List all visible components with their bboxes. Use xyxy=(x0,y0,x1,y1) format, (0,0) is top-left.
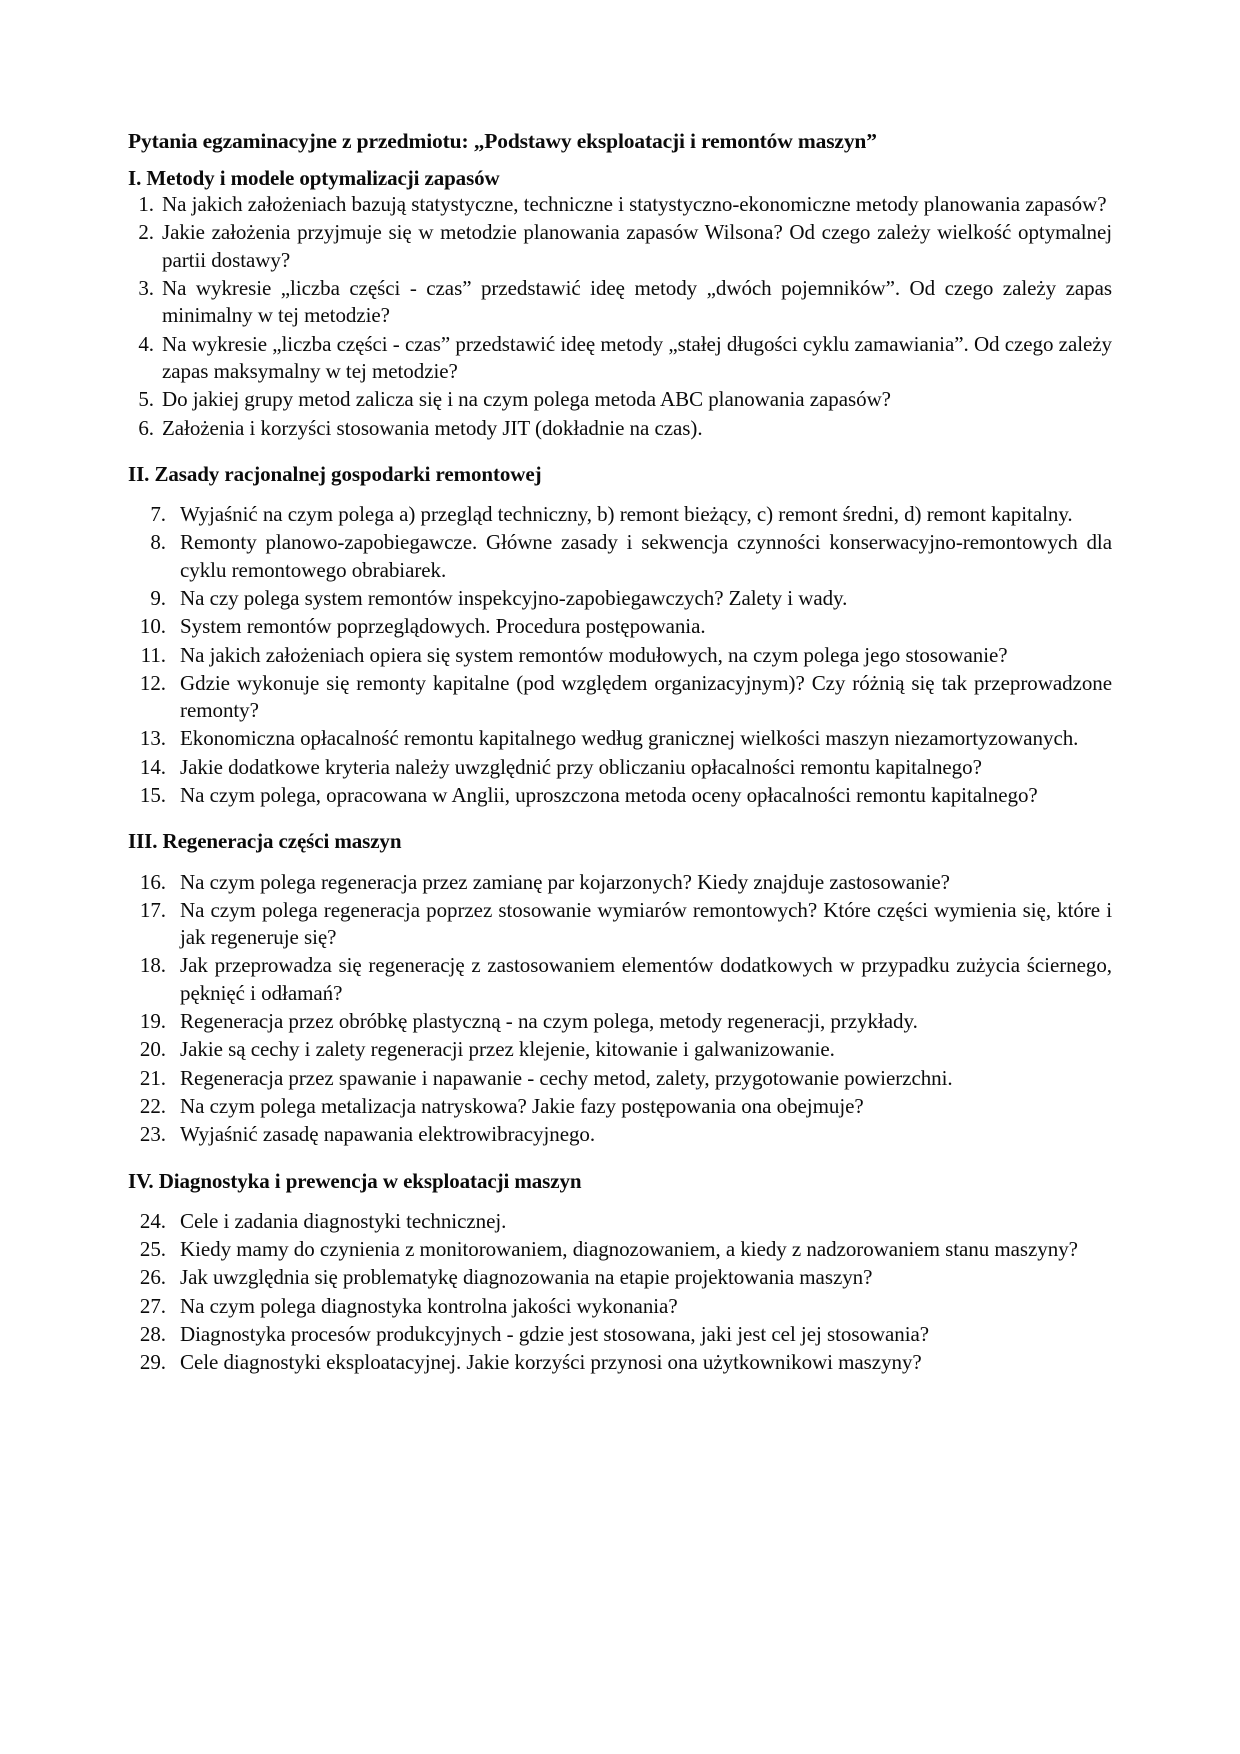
question-text: Na czym polega diagnostyka kontrolna jakości wykonania? xyxy=(180,1293,678,1318)
question-number: 11. xyxy=(140,642,166,667)
question-text: Ekonomiczna opłacalność remontu kapitalnego według granicznej wielkości maszyn niezamortyzowanych. xyxy=(180,726,1079,751)
question-item xyxy=(128,782,1112,809)
question-text: Wyjaśnić na czym polega a) przegląd techniczny, b) remont bieżący, c) remont średni, d) remont kapitalny. xyxy=(180,502,1073,527)
question-text: Kiedy mamy do czynienia z monitorowaniem, diagnozowaniem, a kiedy z nadzorowaniem stanu maszyny? xyxy=(180,1237,1078,1262)
question-number: 22. xyxy=(139,1093,166,1118)
question-number: 7. xyxy=(150,502,166,527)
question-number: 27. xyxy=(139,1293,166,1318)
question-list-section-ii xyxy=(128,501,1112,809)
question-text: Na czym polega metalizacja natryskowa? Jakie fazy postępowania ona obejmuje? xyxy=(180,1093,864,1118)
question-text: Cele i zadania diagnostyki technicznej. xyxy=(180,1208,507,1233)
question-item xyxy=(128,897,1112,952)
question-item xyxy=(128,1264,1112,1291)
document-title: Pytania egzaminacyjne z przedmiotu: „Podstawy eksploatacji i remontów maszyn” xyxy=(128,129,877,153)
question-item xyxy=(128,585,1112,612)
question-text: Jakie założenia przyjmuje się w metodzie planowania zapasów Wilsona? Od czego zależy wielkość optymalnej partii dostawy? xyxy=(162,220,1112,272)
question-number: 18. xyxy=(139,953,166,978)
question-number: 10. xyxy=(139,614,166,639)
question-item xyxy=(128,275,1112,330)
question-text: Na czy polega system remontów inspekcyjno-zapobiegawczych? Zalety i wady. xyxy=(180,585,848,610)
question-text: Wyjaśnić zasadę napawania elektrowibracyjnego. xyxy=(180,1122,596,1147)
question-text: Diagnostyka procesów produkcyjnych - gdzie jest stosowana, jaki jest cel jej stosowania? xyxy=(180,1321,930,1346)
question-item xyxy=(128,219,1112,274)
question-item xyxy=(128,613,1112,640)
question-list-section-iv xyxy=(128,1208,1112,1377)
question-number: 15. xyxy=(139,783,166,808)
question-item xyxy=(128,501,1112,528)
question-item xyxy=(128,415,1112,442)
question-number: 3. xyxy=(138,276,154,301)
question-number: 8. xyxy=(150,530,166,555)
question-text: Na czym polega, opracowana w Anglii, uproszczona metoda oceny opłacalności remontu kapitalnego? xyxy=(180,783,1038,808)
question-item xyxy=(128,725,1112,752)
question-text: Jakie dodatkowe kryteria należy uwzględnić przy obliczaniu opłacalności remontu kapitalnego? xyxy=(180,754,982,779)
section-heading-iii: III. Regeneracja części maszyn xyxy=(128,829,402,854)
question-number: 9. xyxy=(150,585,166,610)
question-text: Regeneracja przez spawanie i napawanie - cechy metod, zalety, przygotowanie powierzchni. xyxy=(180,1065,953,1090)
question-number: 5. xyxy=(138,387,154,412)
question-number: 28. xyxy=(139,1321,166,1346)
question-item xyxy=(128,1321,1112,1348)
question-number: 16. xyxy=(139,869,166,894)
section-heading-i: I. Metody i modele optymalizacji zapasów xyxy=(128,165,500,190)
question-item xyxy=(128,1008,1112,1035)
question-text: Gdzie wykonuje się remonty kapitalne (pod względem organizacyjnym)? Czy różnią się tak przeprowadzone remonty? xyxy=(180,670,1112,723)
question-list-section-i xyxy=(128,191,1112,442)
question-item xyxy=(128,1236,1112,1263)
question-text: Założenia i korzyści stosowania metody JIT (dokładnie na czas). xyxy=(162,415,703,440)
section-heading-iv: IV. Diagnostyka i prewencja w eksploatacji maszyn xyxy=(128,1168,582,1193)
question-text: System remontów poprzeglądowych. Procedura postępowania. xyxy=(180,614,706,639)
question-text: Na czym polega regeneracja przez zamianę par kojarzonych? Kiedy znajduje zastosowanie? xyxy=(180,869,950,894)
question-item xyxy=(128,191,1112,218)
question-item xyxy=(128,331,1112,386)
question-item xyxy=(128,1349,1112,1376)
question-item xyxy=(128,952,1112,1007)
question-item xyxy=(128,642,1112,669)
question-item xyxy=(128,1293,1112,1320)
question-number: 13. xyxy=(139,726,166,751)
question-number: 24. xyxy=(139,1208,166,1233)
question-item xyxy=(128,869,1112,896)
question-number: 17. xyxy=(139,897,166,922)
question-text: Na wykresie „liczba części - czas” przedstawić ideę metody „dwóch pojemników”. Od czego zależy zapas minimalny w tej metodzie? xyxy=(162,276,1112,328)
question-number: 29. xyxy=(139,1350,166,1375)
question-text: Na jakich założeniach bazują statystyczne, techniczne i statystyczno-ekonomiczne metody planowania zapasów? xyxy=(162,192,1107,217)
question-item xyxy=(128,529,1112,584)
question-number: 19. xyxy=(139,1009,166,1034)
question-number: 14. xyxy=(139,754,166,779)
question-item xyxy=(128,1093,1112,1120)
question-text: Na jakich założeniach opiera się system remontów modułowych, na czym polega jego stosowanie? xyxy=(180,642,1008,667)
question-text: Do jakiej grupy metod zalicza się i na czym polega metoda ABC planowania zapasów? xyxy=(162,387,891,412)
question-text: Na wykresie „liczba części - czas” przedstawić ideę metody „stałej długości cyklu zamawiania”. Od czego zależy zapas maksymalny w tej metodzie? xyxy=(162,331,1112,383)
question-text: Remonty planowo-zapobiegawcze. Główne zasady i sekwencja czynności konserwacyjno-remontowych dla cyklu remontowego obrabiarek. xyxy=(180,530,1112,582)
question-number: 20. xyxy=(139,1037,166,1062)
question-item xyxy=(128,1208,1112,1235)
question-text: Cele diagnostyki eksploatacyjnej. Jakie korzyści przynosi ona użytkownikowi maszyny? xyxy=(180,1350,922,1375)
question-list-section-iii xyxy=(128,869,1112,1149)
question-item xyxy=(128,1121,1112,1148)
question-number: 23. xyxy=(139,1122,166,1147)
question-text: Jak uwzględnia się problematykę diagnozowania na etapie projektowania maszyn? xyxy=(180,1265,873,1290)
question-text: Jakie są cechy i zalety regeneracji przez klejenie, kitowanie i galwanizowanie. xyxy=(180,1037,835,1062)
question-number: 6. xyxy=(138,415,154,440)
question-item xyxy=(128,754,1112,781)
question-text: Na czym polega regeneracja poprzez stosowanie wymiarów remontowych? Które części wymienia się, które i jak regeneruje się? xyxy=(180,897,1112,950)
question-item xyxy=(128,386,1112,413)
section-heading-ii: II. Zasady racjonalnej gospodarki remontowej xyxy=(128,461,542,486)
question-number: 2. xyxy=(138,220,154,245)
question-item xyxy=(128,1036,1112,1063)
question-number: 4. xyxy=(138,331,154,356)
question-text: Jak przeprowadza się regenerację z zastosowaniem elementów dodatkowych w przypadku zużycia ściernego, pęknięć i odłamań? xyxy=(180,953,1112,1005)
question-number: 21. xyxy=(139,1065,166,1090)
question-number: 25. xyxy=(139,1237,166,1262)
question-item xyxy=(128,670,1112,725)
question-text: Regeneracja przez obróbkę plastyczną - na czym polega, metody regeneracji, przykłady. xyxy=(180,1009,918,1034)
question-number: 26. xyxy=(139,1265,166,1290)
question-item xyxy=(128,1065,1112,1092)
question-number: 1. xyxy=(138,192,154,217)
question-number: 12. xyxy=(139,670,166,695)
